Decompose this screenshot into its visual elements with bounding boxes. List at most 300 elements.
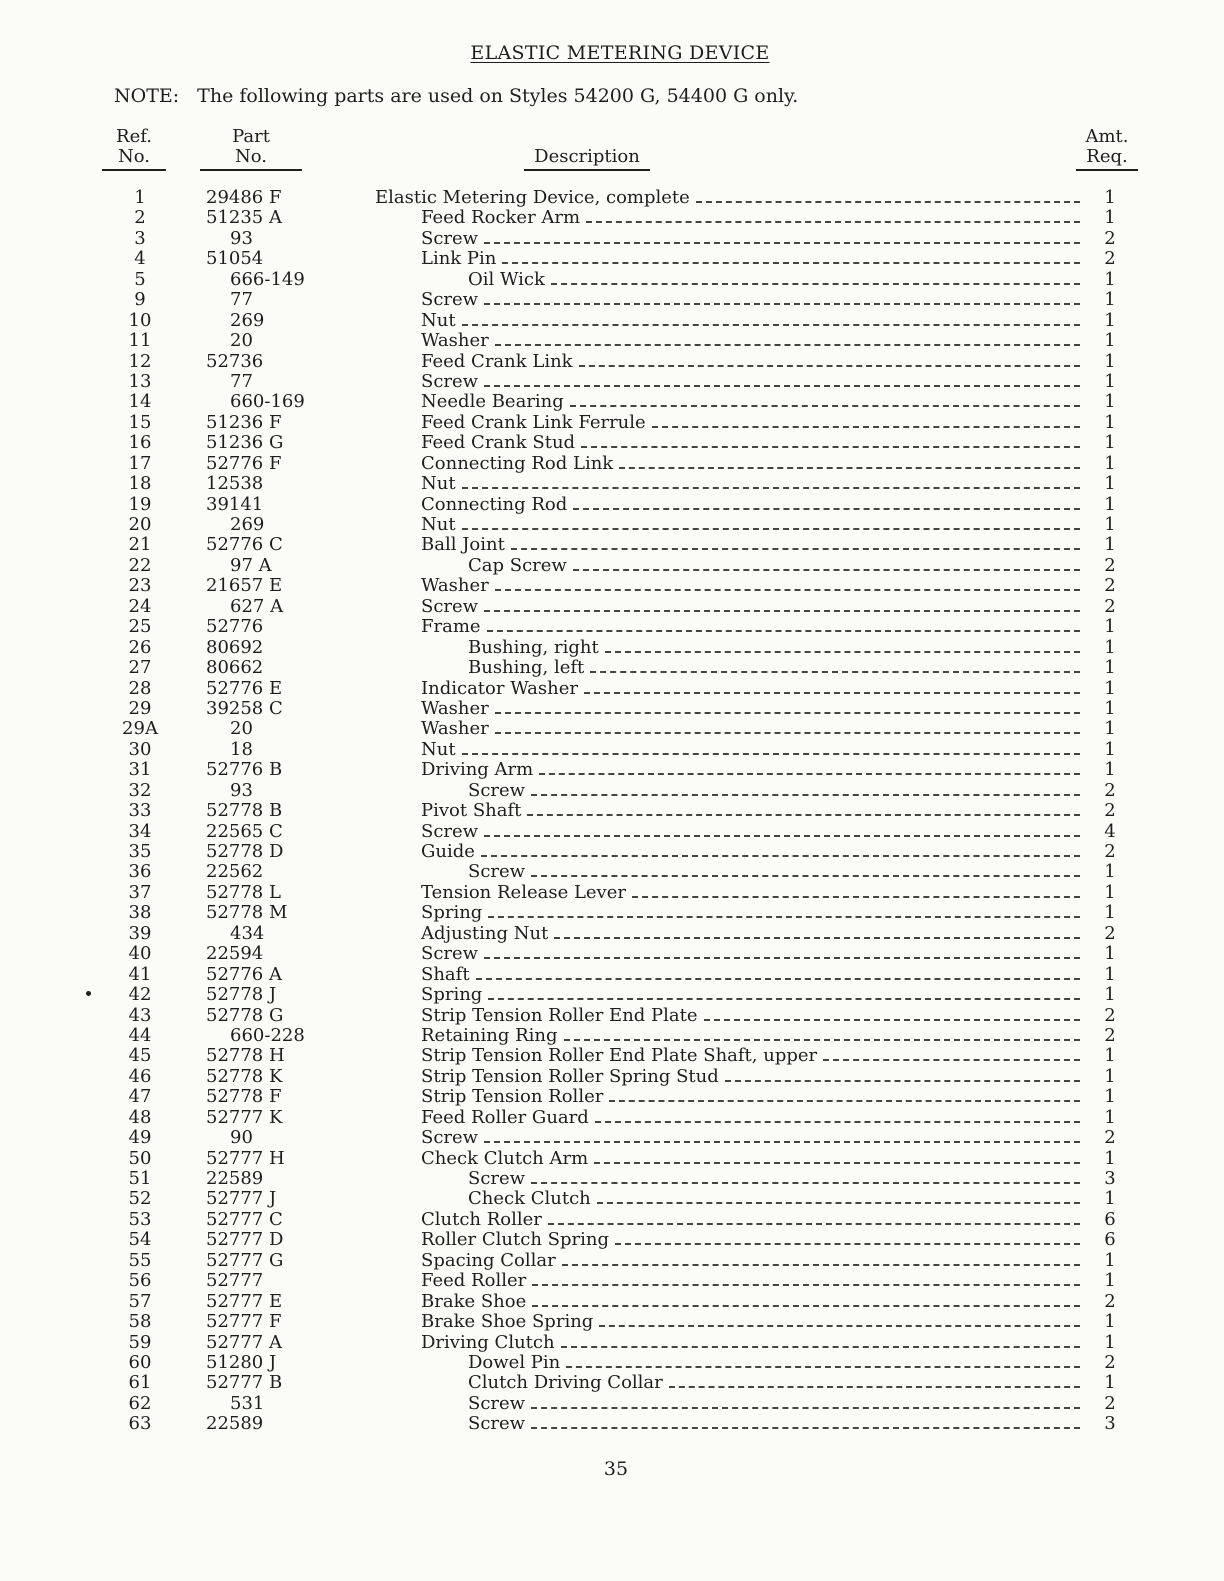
ref-no: 49	[128, 1127, 152, 1149]
description-text: Spacing Collar	[421, 1250, 556, 1271]
description-text: Adjusting Nut	[421, 923, 549, 944]
description-text: Feed Roller	[421, 1271, 527, 1292]
table-row	[0, 1353, 1224, 1373]
ref-no: 29	[128, 697, 152, 719]
description-text: Screw	[421, 290, 479, 311]
description-text: Frame	[421, 617, 481, 638]
amount-required: 1	[1104, 207, 1116, 229]
part-no: 51236 G	[206, 432, 284, 454]
ref-no: 16	[128, 432, 152, 454]
header-ref-line1: Ref.	[116, 126, 152, 147]
dot-leader	[725, 1080, 1080, 1082]
ref-no: 15	[128, 411, 152, 433]
title-text: ELASTIC METERING DEVICE	[470, 42, 770, 64]
description	[421, 290, 1080, 311]
amount-required: 1	[1104, 616, 1116, 638]
amount-required: 1	[1104, 1372, 1116, 1394]
table-row	[0, 1189, 1224, 1209]
description	[421, 985, 1080, 1006]
ref-no: 21	[128, 534, 152, 556]
amount-required: 1	[1104, 1045, 1116, 1067]
part-no: 52777 K	[206, 1106, 283, 1128]
dot-leader	[502, 262, 1080, 264]
ref-no: 42	[128, 984, 152, 1006]
ref-no: 60	[128, 1351, 152, 1373]
table-row	[0, 454, 1224, 474]
description-text: Connecting Rod	[421, 494, 568, 515]
dot-leader	[531, 794, 1080, 796]
description-text: Needle Bearing	[421, 392, 564, 413]
description-text: Roller Clutch Spring	[421, 1230, 609, 1251]
part-no: 52778 H	[206, 1045, 285, 1067]
description	[421, 760, 1080, 781]
dot-leader	[495, 589, 1080, 591]
header-description-text: Description	[524, 147, 650, 171]
part-no: 52777 E	[206, 1290, 283, 1312]
amount-required: 1	[1104, 963, 1116, 985]
part-no: 52777 F	[206, 1311, 282, 1333]
table-row	[0, 413, 1224, 433]
part-no: 52778 K	[206, 1065, 283, 1087]
description	[421, 413, 1080, 434]
description-text: Feed Crank Link Ferrule	[421, 412, 646, 433]
ref-no: 32	[128, 779, 152, 801]
dot-leader	[586, 221, 1080, 223]
description	[421, 597, 1080, 618]
part-no: 666-149	[230, 268, 305, 290]
description	[421, 576, 1080, 597]
description	[421, 1333, 1080, 1354]
amount-required: 1	[1104, 493, 1116, 515]
amount-required: 1	[1104, 350, 1116, 372]
amount-required: 1	[1104, 636, 1116, 658]
description	[421, 1292, 1080, 1313]
description-text: Clutch Driving Collar	[468, 1373, 663, 1394]
amount-required: 1	[1104, 187, 1116, 208]
amount-required: 1	[1104, 738, 1116, 760]
description	[468, 781, 1080, 802]
amount-required: 1	[1104, 1188, 1116, 1210]
amount-required: 1	[1104, 881, 1116, 903]
amount-required: 2	[1104, 1024, 1116, 1046]
description-text: Ball Joint	[421, 535, 505, 556]
table-row	[0, 597, 1224, 617]
header-amt-line2: Req.	[1076, 147, 1138, 171]
description	[421, 719, 1080, 740]
table-row	[0, 638, 1224, 658]
ref-no: 5	[134, 268, 146, 290]
description-text: Screw	[468, 1414, 526, 1435]
ref-no: 27	[128, 657, 152, 679]
description-text: Retaining Ring	[421, 1025, 558, 1046]
ref-no: 63	[128, 1413, 152, 1435]
dot-leader	[484, 385, 1080, 387]
part-no: 52776	[206, 616, 264, 638]
dot-leader	[554, 937, 1080, 939]
table-row	[0, 229, 1224, 249]
dot-leader	[584, 692, 1080, 694]
description-text: Washer	[421, 698, 489, 719]
header-ref-no	[102, 127, 166, 171]
amount-required: 2	[1104, 227, 1116, 249]
description	[421, 311, 1080, 332]
dot-leader	[605, 651, 1080, 653]
amount-required: 2	[1104, 1351, 1116, 1373]
description-text: Nut	[421, 474, 456, 495]
table-row	[0, 862, 1224, 882]
table-row	[0, 985, 1224, 1005]
part-no: 52778 G	[206, 1004, 284, 1026]
dot-leader	[531, 1182, 1080, 1184]
dot-leader	[619, 467, 1080, 469]
part-no: 52777 J	[206, 1188, 277, 1210]
description-text: Indicator Washer	[421, 678, 578, 699]
table-row	[0, 311, 1224, 331]
description	[421, 903, 1080, 924]
amount-required: 2	[1104, 922, 1116, 944]
dot-leader	[696, 201, 1080, 203]
amount-required: 1	[1104, 452, 1116, 474]
amount-required: 2	[1104, 1127, 1116, 1149]
description	[421, 229, 1080, 250]
header-part-no	[200, 127, 302, 171]
description	[421, 454, 1080, 475]
description-text: Shaft	[421, 964, 470, 985]
part-no: 52777	[206, 1270, 264, 1292]
ref-no: 33	[128, 800, 152, 822]
table-row	[0, 515, 1224, 535]
part-no: 22562	[206, 861, 264, 883]
part-no: 52778 B	[206, 800, 283, 822]
description-text: Driving Clutch	[421, 1332, 555, 1353]
amount-required: 6	[1104, 1229, 1116, 1251]
dot-leader	[562, 1264, 1080, 1266]
description	[468, 1373, 1080, 1394]
amount-required: 1	[1104, 1331, 1116, 1353]
dot-leader	[476, 978, 1080, 980]
dot-leader	[487, 630, 1080, 632]
dot-leader	[484, 1141, 1080, 1143]
amount-required: 1	[1104, 759, 1116, 781]
table-row	[0, 822, 1224, 842]
table-row	[0, 1394, 1224, 1414]
dot-leader	[564, 1039, 1080, 1041]
description-text: Screw	[468, 1169, 526, 1189]
ref-no: 38	[128, 902, 152, 924]
description	[468, 862, 1080, 883]
part-no: 97 A	[230, 554, 272, 576]
description-text: Bushing, right	[468, 637, 599, 658]
description	[468, 1353, 1080, 1374]
table-row	[0, 679, 1224, 699]
description-text: Driving Arm	[421, 760, 534, 781]
dot-leader	[573, 569, 1080, 571]
ref-no: 50	[128, 1147, 152, 1169]
description-text: Connecting Rod Link	[421, 453, 614, 474]
part-no: 18	[230, 738, 253, 760]
description-text: Feed Roller Guard	[421, 1107, 589, 1128]
part-no: 22589	[206, 1413, 264, 1435]
dot-leader	[488, 916, 1080, 918]
amount-required: 1	[1104, 718, 1116, 740]
description-text: Strip Tension Roller Spring Stud	[421, 1066, 719, 1087]
table-row	[0, 944, 1224, 964]
description	[421, 372, 1080, 393]
amount-required: 1	[1104, 370, 1116, 392]
amount-required: 2	[1104, 554, 1116, 576]
header-ref-line2: No.	[102, 147, 166, 171]
ref-no: 35	[128, 841, 152, 862]
amount-required: 1	[1104, 1147, 1116, 1169]
ref-no: 28	[128, 677, 152, 699]
description	[468, 1169, 1080, 1190]
part-no: 269	[230, 514, 265, 535]
description-text: Screw	[421, 228, 479, 249]
note-text: The following parts are used on Styles 54200 G, 54400 G only.	[197, 85, 799, 107]
table-row	[0, 535, 1224, 555]
amount-required: 1	[1104, 677, 1116, 699]
table-row	[0, 1312, 1224, 1332]
table-row	[0, 290, 1224, 310]
ref-no: 3	[134, 227, 146, 249]
dot-leader	[495, 712, 1080, 714]
description-text: Link Pin	[421, 249, 497, 270]
header-part-line2: No.	[200, 147, 302, 171]
dot-leader	[462, 487, 1080, 489]
table-row	[0, 208, 1224, 228]
table-row	[0, 331, 1224, 351]
description	[468, 1394, 1080, 1415]
dot-leader	[561, 1346, 1080, 1348]
part-no: 660-228	[230, 1024, 305, 1046]
amount-required: 1	[1104, 473, 1116, 495]
table-row	[0, 1006, 1224, 1026]
description-text: Screw	[421, 821, 479, 842]
description	[421, 1312, 1080, 1333]
description-text: Check Clutch Arm	[421, 1148, 589, 1169]
amount-required: 1	[1104, 861, 1116, 883]
dot-leader	[704, 1019, 1080, 1021]
part-no: 52776 A	[206, 963, 282, 985]
part-no: 52777 B	[206, 1372, 283, 1394]
description-text: Nut	[421, 739, 456, 760]
table-row	[0, 1271, 1224, 1291]
table-row	[0, 1251, 1224, 1271]
dot-leader	[488, 998, 1080, 1000]
description	[421, 1149, 1080, 1170]
table-row	[0, 1087, 1224, 1107]
description	[421, 883, 1080, 904]
description	[468, 1189, 1080, 1210]
dot-leader	[495, 344, 1080, 346]
part-no: 52778 F	[206, 1086, 282, 1108]
table-row	[0, 883, 1224, 903]
part-no: 52777 C	[206, 1208, 283, 1230]
part-no: 52778 D	[206, 841, 284, 862]
amount-required: 3	[1104, 1413, 1116, 1435]
dot-leader	[669, 1386, 1080, 1388]
dot-leader	[511, 548, 1080, 550]
part-no: 12538	[206, 473, 264, 495]
part-no: 93	[230, 227, 253, 249]
amount-required: 1	[1104, 309, 1116, 331]
description	[421, 944, 1080, 965]
ref-no: 53	[128, 1208, 152, 1230]
description	[421, 1006, 1080, 1027]
dot-leader	[551, 283, 1080, 285]
header-description	[524, 147, 650, 171]
part-no: 52778 M	[206, 902, 288, 924]
table-row	[0, 1210, 1224, 1230]
part-no: 52776 E	[206, 677, 283, 699]
table-row	[0, 760, 1224, 780]
ref-no: 17	[128, 452, 152, 474]
description-text: Nut	[421, 310, 456, 331]
description-text: Brake Shoe	[421, 1291, 527, 1312]
table-row	[0, 658, 1224, 678]
description	[421, 515, 1080, 536]
amount-required: 1	[1104, 289, 1116, 311]
description	[468, 658, 1080, 679]
part-no: 90	[230, 1127, 253, 1149]
part-no: 93	[230, 779, 253, 801]
ref-no: 61	[128, 1372, 152, 1394]
ref-no: 20	[128, 514, 152, 535]
table-row	[0, 433, 1224, 453]
ref-no: 56	[128, 1270, 152, 1292]
table-row	[0, 1292, 1224, 1312]
table-row	[0, 1230, 1224, 1250]
ref-no: 30	[128, 738, 152, 760]
table-row	[0, 270, 1224, 290]
dot-leader	[823, 1059, 1080, 1061]
dot-leader	[531, 875, 1080, 877]
dot-leader	[484, 835, 1080, 837]
part-no: 20	[230, 718, 253, 740]
part-no: 52777 D	[206, 1229, 284, 1251]
part-no: 29486 F	[206, 187, 282, 208]
description	[421, 1046, 1080, 1067]
page-title	[0, 42, 1224, 64]
part-no: 21657 E	[206, 575, 283, 597]
description-text: Elastic Metering Device, complete	[375, 188, 690, 208]
ref-no: 11	[128, 330, 152, 352]
description-text: Spring	[421, 903, 483, 924]
description	[421, 1251, 1080, 1272]
description-text: Dowel Pin	[468, 1352, 561, 1373]
dot-leader	[531, 1407, 1080, 1409]
dot-leader	[484, 957, 1080, 959]
amount-required: 1	[1104, 902, 1116, 924]
part-no: 20	[230, 330, 253, 352]
description-text: Washer	[421, 331, 489, 352]
dot-leader	[462, 753, 1080, 755]
table-row	[0, 249, 1224, 269]
part-no: 52776 F	[206, 452, 282, 474]
description	[468, 556, 1080, 577]
description-text: Feed Crank Stud	[421, 433, 576, 454]
amount-required: 1	[1104, 657, 1116, 679]
dot-leader	[652, 426, 1080, 428]
table-row	[0, 392, 1224, 412]
description	[421, 924, 1080, 945]
amount-required: 3	[1104, 1168, 1116, 1189]
dot-leader	[597, 1202, 1080, 1204]
ref-no: 43	[128, 1004, 152, 1026]
part-no: 51280 J	[206, 1351, 277, 1373]
description	[421, 208, 1080, 229]
part-no: 22589	[206, 1168, 264, 1189]
amount-required: 1	[1104, 1106, 1116, 1128]
ref-no: 41	[128, 963, 152, 985]
description-text: Washer	[421, 576, 489, 597]
ref-no: 57	[128, 1290, 152, 1312]
description	[468, 270, 1080, 291]
description	[421, 699, 1080, 720]
description	[468, 638, 1080, 659]
table-row	[0, 372, 1224, 392]
description	[421, 1108, 1080, 1129]
table-row	[0, 903, 1224, 923]
dot-leader	[632, 896, 1080, 898]
dot-leader	[532, 1284, 1080, 1286]
table-row	[0, 781, 1224, 801]
ref-no: 48	[128, 1106, 152, 1128]
ref-no: 52	[128, 1188, 152, 1210]
table-row	[0, 1108, 1224, 1128]
ref-no: 54	[128, 1229, 152, 1251]
description	[421, 352, 1080, 373]
dot-leader	[527, 814, 1080, 816]
table-row	[0, 801, 1224, 821]
amount-required: 1	[1104, 697, 1116, 719]
ref-no: 10	[128, 309, 152, 331]
part-no: 80662	[206, 657, 264, 679]
table-row	[0, 924, 1224, 944]
dot-leader	[539, 773, 1080, 775]
table-row	[0, 699, 1224, 719]
table-row	[0, 1414, 1224, 1434]
ref-no: 47	[128, 1086, 152, 1108]
description	[421, 842, 1080, 863]
ref-no: 14	[128, 391, 152, 413]
table-row	[0, 719, 1224, 739]
dot-leader	[594, 1162, 1080, 1164]
ref-no: 9	[134, 289, 146, 311]
part-no: 51054	[206, 248, 264, 270]
dot-leader	[495, 732, 1080, 734]
table-row	[0, 842, 1224, 862]
amount-required: 1	[1104, 1249, 1116, 1271]
description	[421, 474, 1080, 495]
ref-no: 18	[128, 473, 152, 495]
table-row	[0, 188, 1224, 208]
amount-required: 1	[1104, 330, 1116, 352]
table-row	[0, 740, 1224, 760]
description-text: Clutch Roller	[421, 1209, 542, 1230]
part-no: 52777 A	[206, 1331, 282, 1353]
ref-no: 55	[128, 1249, 152, 1271]
dot-leader	[615, 1243, 1080, 1245]
ref-no: 37	[128, 881, 152, 903]
description-text: Brake Shoe Spring	[421, 1312, 594, 1333]
amount-required: 6	[1104, 1208, 1116, 1230]
description	[421, 1128, 1080, 1149]
part-no: 531	[230, 1392, 265, 1414]
description-text: Screw	[421, 596, 479, 617]
part-no: 39258 C	[206, 697, 283, 719]
ref-no: 12	[128, 350, 152, 372]
